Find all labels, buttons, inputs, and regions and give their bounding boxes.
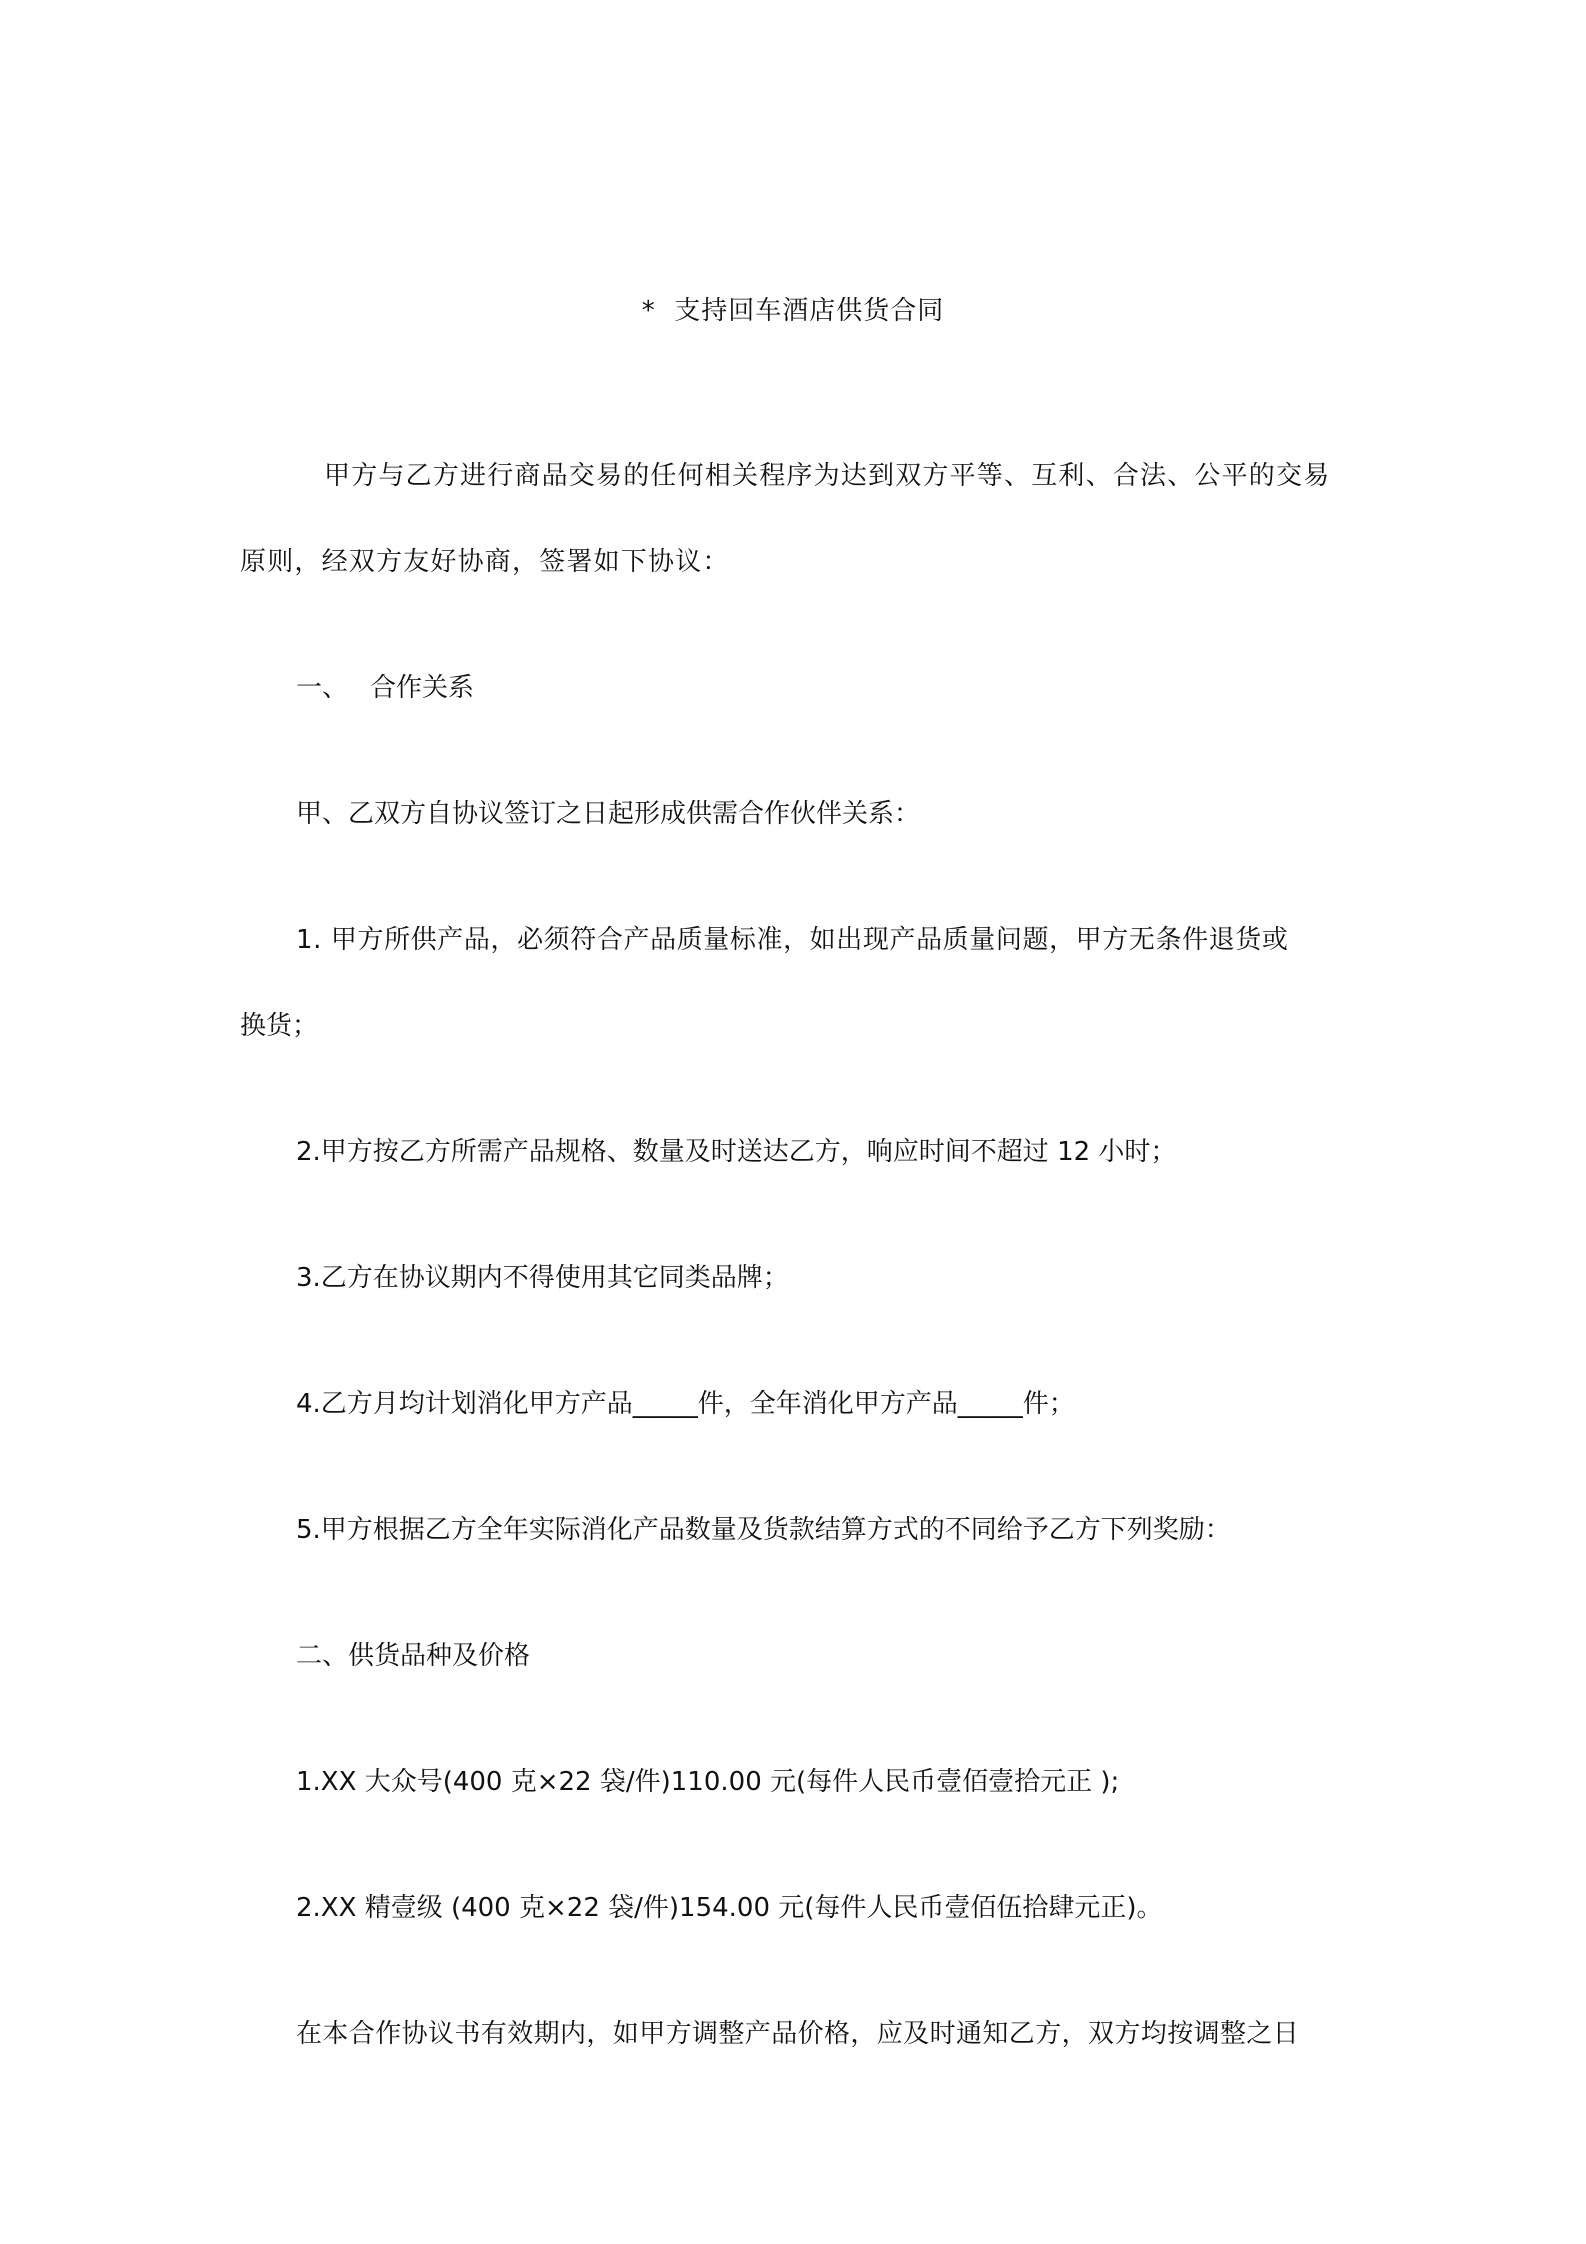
clause-5: 5.甲方根据乙方全年实际消化产品数量及货款结算方式的不同给予乙方下列奖励： <box>296 1515 1231 1545</box>
preamble-line-2: 原则，经双方友好协商，签署如下协议： <box>240 547 730 577</box>
price-adjustment-note: 在本合作协议书有效期内，如甲方调整产品价格，应及时通知乙方，双方均按调整之日 <box>296 2019 1300 2049</box>
price-item-2: 2.XX 精壹级 (400 克×22 袋/件)154.00 元(每件人民币壹佰伍拾肆元正)。 <box>296 1893 1163 1923</box>
section-1-intro: 甲、乙双方自协议签订之日起形成供需合作伙伴关系： <box>296 799 921 829</box>
preamble-line-1: 甲方与乙方进行商品交易的任何相关程序为达到双方平等、互利、合法、公平的交易 <box>324 461 1331 491</box>
section-1-number: 一、 <box>296 673 349 703</box>
price-item-1: 1.XX 大众号(400 克×22 袋/件)110.00 元(每件人民币壹佰壹拾元正 ); <box>296 1767 1120 1797</box>
clause-1-line-1: 1. 甲方所供产品，必须符合产品质量标准，如出现产品质量问题，甲方无条件退货或 <box>296 925 1289 955</box>
clause-1-line-2: 换货； <box>240 1011 319 1041</box>
clause-3: 3.乙方在协议期内不得使用其它同类品牌； <box>296 1263 789 1293</box>
document-title: * 支持回车酒店供货合同 <box>641 296 945 326</box>
section-1-heading: 合作关系 <box>370 673 475 703</box>
clause-2: 2.甲方按乙方所需产品规格、数量及时送达乙方，响应时间不超过 12 小时； <box>296 1137 1177 1167</box>
clause-4: 4.乙方月均计划消化甲方产品_____件，全年消化甲方产品_____件； <box>296 1389 1075 1419</box>
section-2-heading: 二、供货品种及价格 <box>296 1641 531 1671</box>
